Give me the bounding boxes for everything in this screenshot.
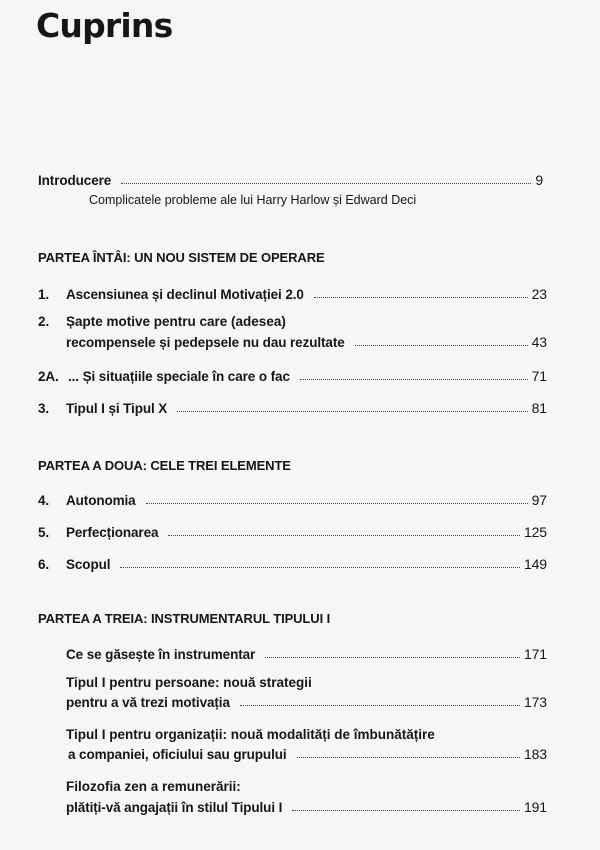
toc-entry-5[interactable] <box>38 520 547 540</box>
page-number: 191 <box>523 799 547 815</box>
toc-entry-4[interactable] <box>38 488 547 508</box>
page-number: 71 <box>531 368 547 384</box>
dot-leader <box>265 657 520 658</box>
entry-label: Perfecționarea <box>66 525 159 540</box>
toc-entry-remunerare-line1: Filozofia zen a remunerării: <box>66 779 241 794</box>
chapter-number: 2A. <box>38 369 59 384</box>
dot-leader <box>177 411 527 412</box>
dot-leader <box>146 503 528 504</box>
toc-entry-6[interactable] <box>38 552 547 572</box>
toc-entry-2[interactable] <box>38 330 547 350</box>
intro-subtitle: Complicatele probleme ale lui Harry Harlow și Edward Deci <box>89 193 417 207</box>
entry-label: recompensele și pedepsele nu dau rezultate <box>66 335 345 350</box>
dot-leader <box>355 345 528 346</box>
toc-entry-persoane-line1: Tipul I pentru persoane: nouă strategii <box>66 675 312 690</box>
entry-label: Autonomia <box>66 493 136 508</box>
entry-label: Introducere <box>38 173 112 188</box>
chapter-number: 4. <box>38 493 50 508</box>
toc-entry-organizatii-line1: Tipul I pentru organizații: nouă modalități de îmbunătățire <box>66 727 435 742</box>
toc-entry-persoane[interactable] <box>66 690 547 710</box>
entry-label: Scopul <box>66 557 111 572</box>
part-heading-1: PARTEA ÎNTÂI: UN NOU SISTEM DE OPERARE <box>38 250 325 265</box>
chapter-number: 6. <box>38 557 50 572</box>
entry-label: Ce se găsește în instrumentar <box>66 647 256 662</box>
page-number: 9 <box>535 172 543 188</box>
dot-leader <box>292 810 520 811</box>
dot-leader <box>168 535 520 536</box>
entry-label: pentru a vă trezi motivația <box>66 695 230 710</box>
dot-leader <box>314 297 528 298</box>
toc-entry-2a[interactable] <box>38 364 547 384</box>
toc-entry-instrumentar[interactable] <box>66 642 547 662</box>
dot-leader <box>121 183 531 184</box>
chapter-number: 3. <box>38 401 50 416</box>
entry-label: a companiei, oficiului sau grupului <box>68 747 287 762</box>
toc-entry-introducere[interactable] <box>38 168 543 188</box>
part-heading-3: PARTEA A TREIA: INSTRUMENTARUL TIPULUI I <box>38 611 331 626</box>
dot-leader <box>297 757 520 758</box>
page-number: 171 <box>523 646 547 662</box>
toc-entry-2-line1: Șapte motive pentru care (adesea) <box>66 314 286 329</box>
page-number: 97 <box>531 492 547 508</box>
page-number: 43 <box>531 334 547 350</box>
toc-entry-1[interactable] <box>38 282 547 302</box>
entry-label: ... Și situațiile speciale în care o fac <box>68 369 290 384</box>
toc-entry-3[interactable] <box>38 396 547 416</box>
dot-leader <box>240 705 520 706</box>
chapter-number: 5. <box>38 525 50 540</box>
page-number: 125 <box>523 524 547 540</box>
page-number: 149 <box>523 556 547 572</box>
dot-leader <box>120 567 520 568</box>
page-number: 23 <box>531 286 547 302</box>
page-title: Cuprins <box>36 6 173 45</box>
page-number: 173 <box>523 694 547 710</box>
dot-leader <box>300 379 528 380</box>
chapter-number: 1. <box>38 287 50 302</box>
toc-entry-remunerare[interactable] <box>66 795 547 815</box>
part-heading-2: PARTEA A DOUA: CELE TREI ELEMENTE <box>38 458 291 473</box>
page-number: 183 <box>523 746 547 762</box>
toc-entry-2-number: 2. <box>38 314 50 329</box>
page-number: 81 <box>531 400 547 416</box>
entry-label: Ascensiunea și declinul Motivației 2.0 <box>66 287 304 302</box>
toc-entry-organizatii[interactable] <box>68 742 547 762</box>
entry-label: plătiți-vă angajații în stilul Tipului I <box>66 800 283 815</box>
entry-label: Tipul I și Tipul X <box>66 401 168 416</box>
